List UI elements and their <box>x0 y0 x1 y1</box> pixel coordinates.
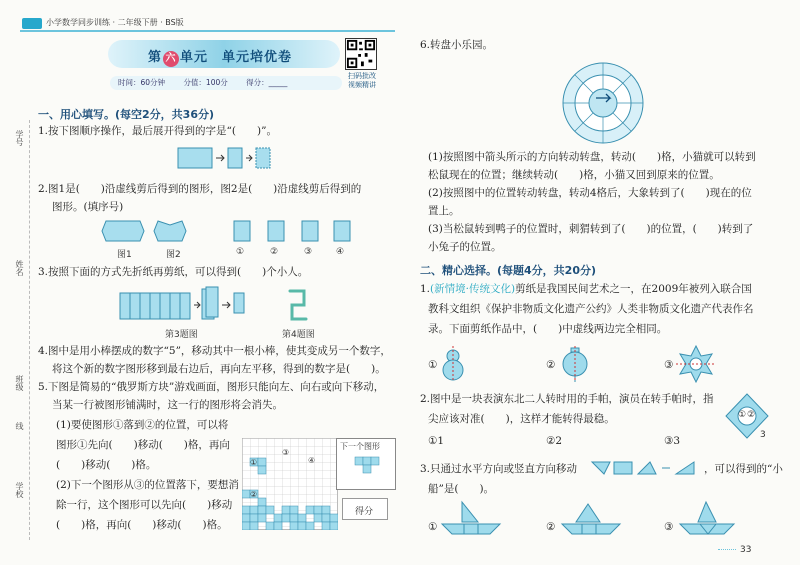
q6-line6: 小兔子的位置。 <box>428 241 502 253</box>
q4-text-a: 4.图中是用小棒摆成的数字“5”，移动其中一根小棒，使其变成另一个数字， <box>38 345 391 357</box>
time-label: 时间：60分钟 <box>118 78 166 87</box>
q2-label-opt1: ① <box>236 247 245 257</box>
page-number: 33 <box>740 545 752 555</box>
margin-label-name: 姓名 <box>15 260 24 276</box>
papercut-gourd-icon <box>440 346 466 382</box>
q1-text: 1.按下图顺序操作，最后展开得到的字是“( )”。 <box>38 125 277 137</box>
p2-q1-c: 录。下面剪纸作品中，( )中虚线两边完全相同。 <box>428 323 668 335</box>
cut-line <box>29 120 30 540</box>
p2-q3-b: ，可以得到的“小 <box>704 463 783 475</box>
p2-q3-opt1[interactable]: ① <box>428 521 438 533</box>
kerchief-mark-1: ① <box>738 410 747 420</box>
p2-q1-opt3[interactable]: ③ <box>664 359 674 371</box>
boat-option-3-icon <box>676 500 738 536</box>
q2-label-fig2: 图2 <box>166 250 181 260</box>
series-title: 小学数学同步训练 · 二年级下册 · BS版 <box>46 18 184 27</box>
header-line <box>20 30 395 32</box>
qr-caption: 扫码批改 视频精讲 <box>348 72 376 89</box>
next-shape-box <box>336 438 396 490</box>
page-tick <box>718 549 736 550</box>
score-label: 分值：100分 <box>183 78 228 87</box>
q2-text-b: 图形。(填序号) <box>52 201 124 213</box>
q5-text-b: 当某一行被图形铺满时，这一行的图形将会消失。 <box>52 399 283 411</box>
q3-text: 3.按照下面的方式先折纸再剪纸，可以得到( )个小人。 <box>38 266 309 278</box>
q6-line1: (1)按照图中箭头所示的方向转动转盘，转动( )格，小猫就可以转到 <box>428 151 756 163</box>
binding-margin <box>0 120 30 540</box>
boat-option-2-icon <box>560 500 622 536</box>
q5-1-c: ( )移动( )格。 <box>56 459 157 471</box>
q2-label-opt4: ④ <box>336 247 345 257</box>
p2-q2-opt3[interactable]: ③3 <box>664 435 681 447</box>
top-bar <box>0 0 800 34</box>
turntable-icon <box>560 60 646 146</box>
title-prefix: 第 <box>148 50 163 65</box>
boat-option-1-icon <box>440 500 502 536</box>
grid-mark-4: ④ <box>308 456 316 465</box>
p2-q2-a: 2.图中是一块表演东北二人转时用的手帕，演员在转手帕时，指 <box>420 393 714 405</box>
exam-meta <box>110 76 342 90</box>
page-title <box>148 46 292 67</box>
qr-code-icon[interactable] <box>345 38 377 70</box>
kerchief-mark-3: 3 <box>760 430 766 440</box>
q5-2-b: 除一行，这个图形可以先向( )移动 <box>56 499 233 511</box>
brand-tag <box>22 18 42 29</box>
p2-q1-a-text: 剪纸是我国民间艺术之一，在2009年被列入联合国 <box>515 283 752 295</box>
q4-label: 第4题图 <box>282 330 315 340</box>
margin-label-school: 学校 <box>15 482 24 498</box>
next-shape-piece <box>343 453 391 487</box>
grid-mark-1: ① <box>250 458 258 467</box>
p2-q3-opt2[interactable]: ② <box>546 521 556 533</box>
q5-2-a: (2)下一个图形从③的位置落下，要想消 <box>56 479 239 491</box>
part2-heading: 二、精心选择。(每题4分，共20分) <box>420 264 597 277</box>
p2-q3-opt3[interactable]: ③ <box>664 521 674 533</box>
q2-label-fig1: 图1 <box>117 250 132 260</box>
got-score-label: 得分：_____ <box>246 78 288 87</box>
q2-figures <box>100 217 360 247</box>
next-shape-label: 下一个图形 <box>340 442 380 451</box>
p2-q3-a: 3.只通过水平方向或竖直方向移动 <box>420 463 578 475</box>
p2-q2-opt2[interactable]: ②2 <box>546 435 563 447</box>
p2-q2-opt1[interactable]: ①1 <box>428 435 445 447</box>
p2-q1-a: 1.(新情境·传统文化)剪纸是我国民间艺术之一，在2009年被列入联合国 <box>420 283 752 295</box>
kerchief-mark-2: ② <box>747 410 756 420</box>
unit-number-badge: 六 <box>163 51 179 67</box>
q2-label-opt2: ② <box>270 247 279 257</box>
q3-label: 第3题图 <box>165 330 198 340</box>
title-block <box>108 38 383 100</box>
q5-1-a: (1)要使图形①落到②的位置，可以将 <box>56 419 229 431</box>
q2-label-opt3: ③ <box>304 247 313 257</box>
q2-text-a: 2.图1是( )沿虚线剪后得到的图形，图2是( )沿虚线剪后得到的 <box>38 183 362 195</box>
papercut-flower-icon <box>676 344 716 384</box>
p2-q1-b: 教科文组织《保护非物质文化遗产公约》人类非物质文化遗产代表作名 <box>428 303 754 315</box>
q5-2-c: ( )格，再向( )移动( )格。 <box>56 519 228 531</box>
margin-label-line: 线 <box>15 422 24 430</box>
q1-fold-figure <box>176 142 276 172</box>
papercut-lantern-icon <box>560 346 590 382</box>
q4-text-b: 将这个新的数字图形移到最右边后，再向左平移，得到的数字是( )。 <box>52 363 386 375</box>
p2-q2-b: 尖应该对准( )，这样才能转得最稳。 <box>428 413 615 425</box>
grid-mark-2: ② <box>250 490 258 499</box>
p2-q1-tag: (新情境·传统文化) <box>430 283 516 295</box>
score-box[interactable] <box>342 498 388 520</box>
margin-label-class: 班级 <box>15 375 24 391</box>
q6-line3: (2)按照图中的位置转动转盘，转动4格后，大象转到了( )现在的位 <box>428 187 752 199</box>
q3-paper-figure <box>118 285 328 325</box>
score-box-label: 得分 <box>355 507 374 517</box>
q6-line5: (3)当松鼠转到鸭子的位置时，刺猬转到了( )的位置，( )转到了 <box>428 223 754 235</box>
q6-heading: 6.转盘小乐园。 <box>420 39 494 51</box>
boat-pieces-figure <box>590 458 700 478</box>
q6-line4: 置上。 <box>428 205 460 217</box>
title-suffix: 单元 单元培优卷 <box>180 50 293 65</box>
part1-heading: 一、用心填写。(每空2分，共36分) <box>38 108 215 121</box>
q5-text-a: 5.下图是简易的“俄罗斯方块”游戏画面，图形只能向左、向右或向下移动， <box>38 381 385 393</box>
p2-q1-opt2[interactable]: ② <box>546 359 556 371</box>
tetris-grid <box>242 438 338 530</box>
p2-q3-c: 船”是( )。 <box>428 483 495 495</box>
margin-label-id: 学号 <box>15 130 24 146</box>
p2-q1-opt1[interactable]: ① <box>428 359 438 371</box>
grid-mark-3: ③ <box>282 448 290 457</box>
q5-1-b: 图形①先向( )移动( )格，再向 <box>56 439 230 451</box>
q6-line2: 松鼠现在的位置；继续转动( )格，小猫又回到原来的位置。 <box>428 169 720 181</box>
